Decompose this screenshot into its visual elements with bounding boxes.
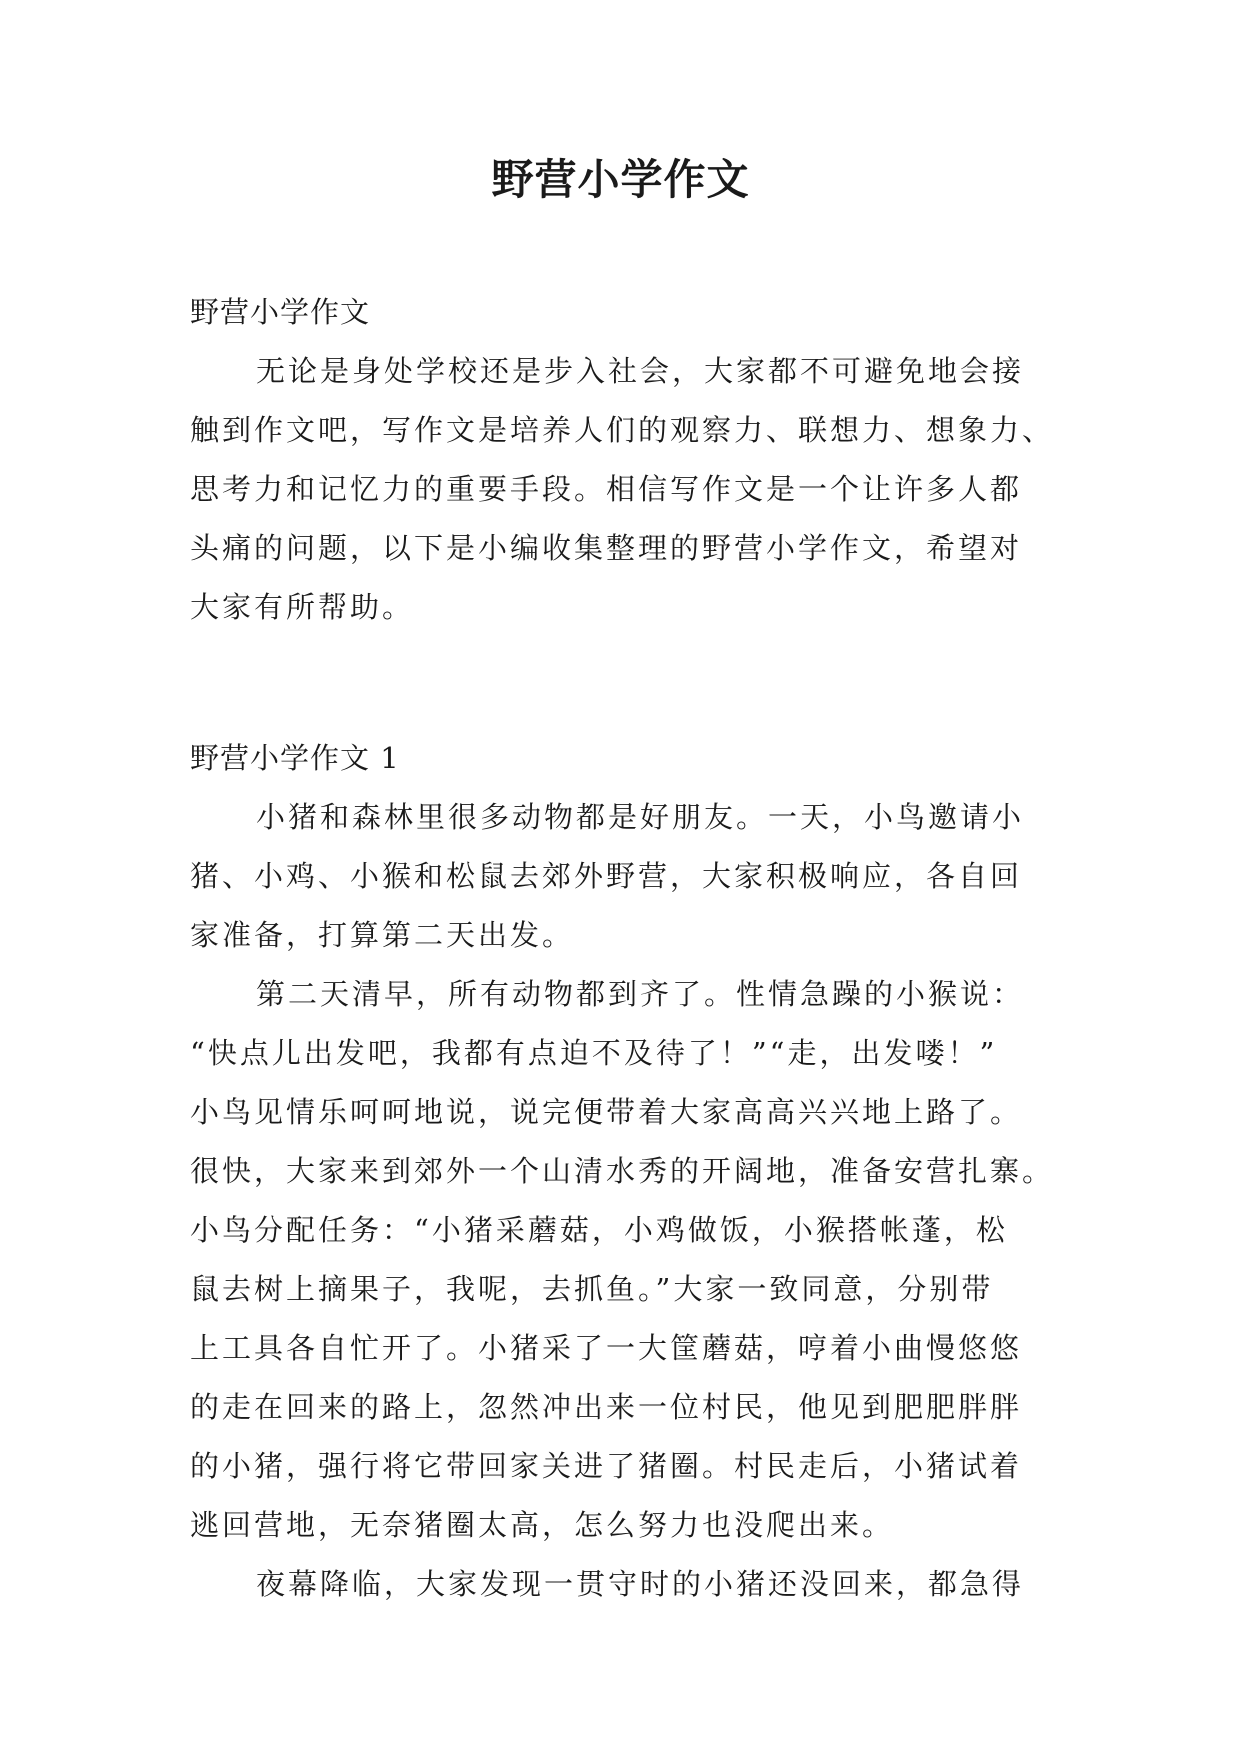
text-line: 猪、小鸡、小猴和松鼠去郊外野营，大家积极响应，各自回 bbox=[190, 859, 1023, 893]
text-line: 逃回营地，无奈猪圈太高，怎么努力也没爬出来。 bbox=[190, 1508, 895, 1542]
essay-heading: 野营小学作文 1 bbox=[190, 741, 400, 775]
document-title: 野营小学作文 bbox=[491, 155, 750, 204]
text-line: 头痛的问题，以下是小编收集整理的野营小学作文，希望对 bbox=[190, 531, 1023, 565]
text-line: 小猪和森林里很多动物都是好朋友。一天，小鸟邀请小 bbox=[256, 800, 1025, 834]
text-line: 夜幕降临，大家发现一贯守时的小猪还没回来，都急得 bbox=[256, 1567, 1025, 1601]
essay-paragraph-3 bbox=[190, 1555, 1070, 1614]
text-line: 很快，大家来到郊外一个山清水秀的开阔地，准备安营扎寨。 bbox=[190, 1154, 1055, 1188]
text-line: 触到作文吧，写作文是培养人们的观察力、联想力、想象力、 bbox=[190, 413, 1055, 447]
text-line: 的走在回来的路上，忽然冲出来一位村民，他见到肥肥胖胖 bbox=[190, 1390, 1023, 1424]
text-line: 第二天清早，所有动物都到齐了。性情急躁的小猴说： bbox=[256, 977, 1025, 1011]
text-line: 家准备，打算第二天出发。 bbox=[190, 918, 575, 952]
text-line: 鼠去树上摘果子，我呢，去抓鱼。”大家一致同意，分别带 bbox=[190, 1272, 994, 1306]
text-line: 大家有所帮助。 bbox=[190, 590, 415, 624]
text-line: 的小猪，强行将它带回家关进了猪圈。村民走后，小猪试着 bbox=[190, 1449, 1023, 1483]
essay-paragraph-2 bbox=[190, 965, 1070, 1555]
document-body bbox=[190, 283, 1070, 1614]
text-line: 上工具各自忙开了。小猪采了一大筐蘑菇，哼着小曲慢悠悠 bbox=[190, 1331, 1023, 1365]
intro-paragraph bbox=[190, 342, 1070, 637]
text-line: 无论是身处学校还是步入社会，大家都不可避免地会接 bbox=[256, 354, 1025, 388]
intro-heading: 野营小学作文 bbox=[190, 295, 371, 329]
text-line: 小鸟分配任务：“小猪采蘑菇，小鸡做饭，小猴搭帐蓬，松 bbox=[190, 1213, 1008, 1247]
text-line: “快点儿出发吧，我都有点迫不及待了！”“走，出发喽！” bbox=[190, 1036, 998, 1070]
section-spacer bbox=[190, 637, 1070, 729]
text-line: 思考力和记忆力的重要手段。相信写作文是一个让许多人都 bbox=[190, 472, 1023, 506]
text-line: 小鸟见情乐呵呵地说，说完便带着大家高高兴兴地上路了。 bbox=[190, 1095, 1023, 1129]
essay-paragraph-1 bbox=[190, 788, 1070, 965]
